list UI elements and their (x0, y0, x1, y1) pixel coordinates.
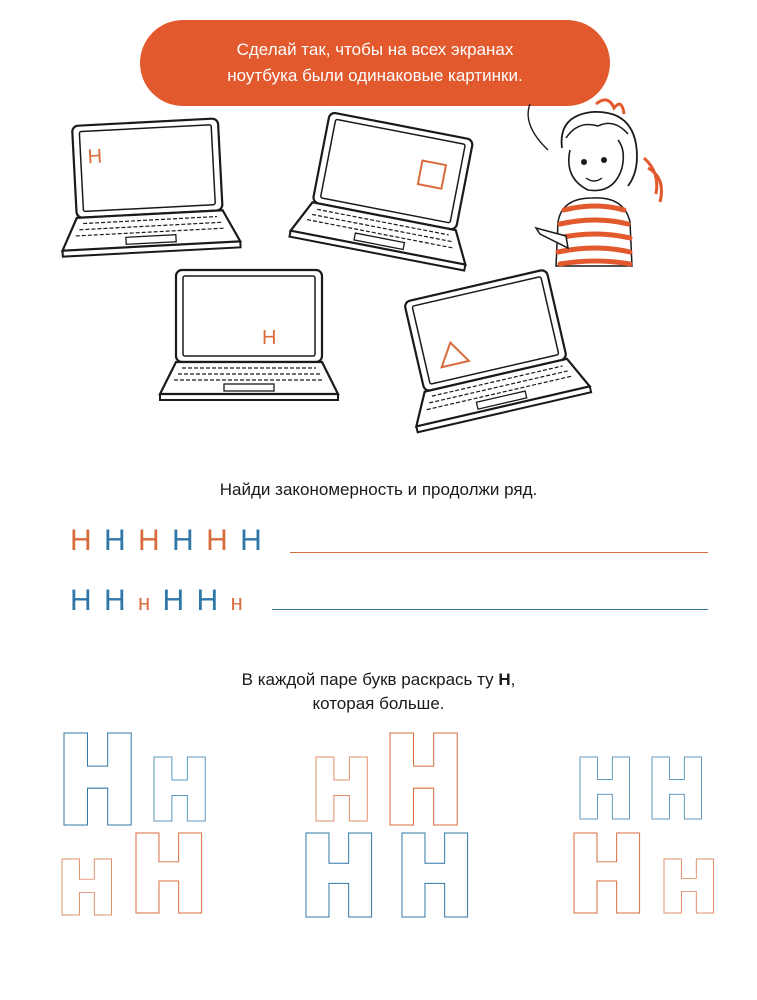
bubble-line-2: ноутбука были одинаковые картинки. (227, 66, 523, 85)
small-letter-outline[interactable] (664, 859, 714, 913)
laptop-1-screen-letter: Н (87, 145, 103, 169)
letter-pair (64, 733, 205, 825)
laptop-icon (388, 266, 591, 433)
laptop-icon (56, 118, 241, 257)
task3-instruction-bold: Н (498, 670, 511, 689)
small-letter-outline[interactable] (580, 757, 630, 819)
small-letter-outline[interactable] (652, 757, 702, 819)
letter-h-small: н (138, 590, 153, 615)
letter-h: Н (104, 524, 128, 557)
laptop-3-screen-letter: Н (262, 327, 277, 349)
sequence-row-1 (70, 524, 264, 558)
girl-illustration (536, 100, 662, 266)
letter-pair (580, 757, 702, 819)
letter-pair (316, 733, 457, 825)
bubble-line-1: Сделай так, чтобы на всех экранах (236, 40, 514, 59)
big-letter-outline[interactable] (136, 833, 202, 913)
letter-h: Н (172, 524, 196, 557)
task3-instruction-line2: которая больше. (312, 694, 445, 713)
task3-instruction: В каждой паре букв раскрась ту Н, которая больше. (241, 670, 516, 713)
letter-h: Н (206, 524, 230, 557)
letter-h: Н (70, 524, 94, 557)
letter-pair (306, 833, 468, 917)
laptop-icon (160, 270, 338, 400)
big-letter-outline[interactable] (390, 733, 457, 825)
letter-pair (574, 833, 714, 913)
bubble-tail (528, 104, 548, 150)
letter-h: Н (104, 584, 128, 617)
answer-line-1[interactable] (290, 552, 708, 553)
answer-line-2[interactable] (272, 609, 708, 610)
letter-pair (62, 833, 202, 915)
sequence-row-2 (70, 584, 245, 618)
big-letter-outline[interactable] (402, 833, 468, 917)
task3-instruction-line1: В каждой паре букв раскрась ту (241, 670, 499, 689)
letter-h: Н (240, 524, 264, 557)
small-letter-outline[interactable] (316, 757, 367, 821)
small-letter-outline[interactable] (154, 757, 205, 821)
big-letter-outline[interactable] (306, 833, 372, 917)
letter-pairs (0, 715, 757, 1000)
task2-instruction: Найди закономерность и продолжи ряд. (219, 480, 538, 499)
letter-h: Н (162, 584, 187, 617)
laptops-illustration (0, 0, 757, 450)
letter-h: Н (138, 524, 162, 557)
small-letter-outline[interactable] (62, 859, 112, 915)
laptop-icon (289, 109, 489, 271)
letter-h: Н (196, 584, 221, 617)
big-letter-outline[interactable] (64, 733, 131, 825)
letter-h-small: н (230, 590, 245, 615)
letter-h: Н (70, 584, 94, 617)
big-letter-outline[interactable] (574, 833, 640, 913)
